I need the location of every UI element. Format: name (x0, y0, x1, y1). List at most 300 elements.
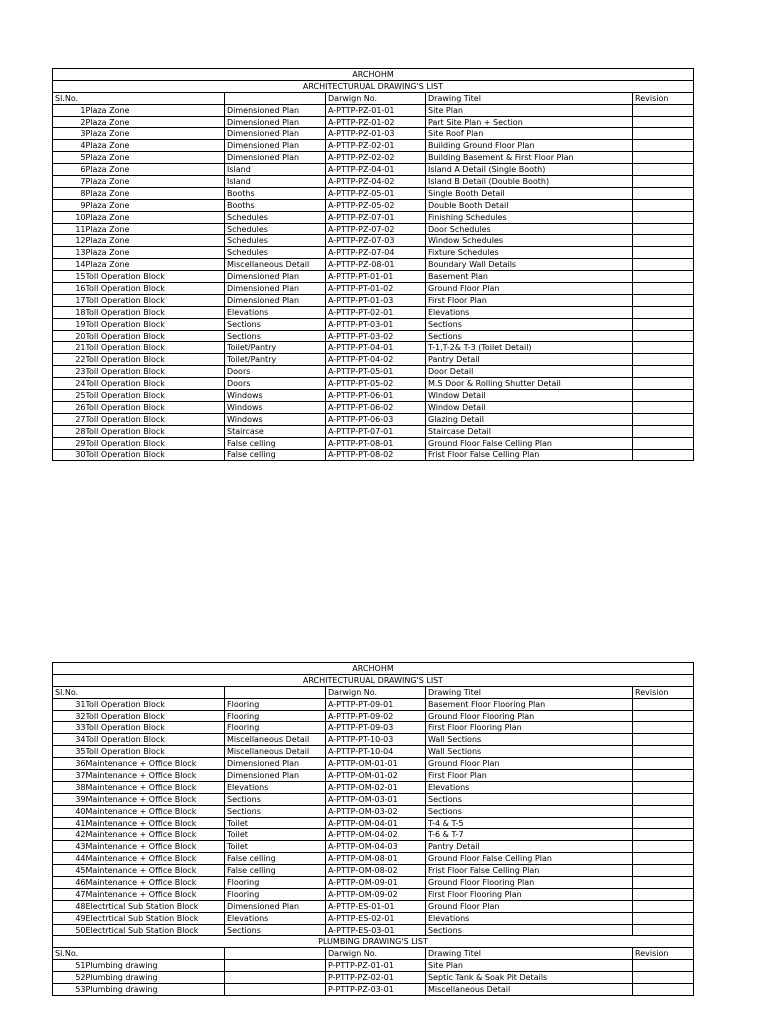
revision-cell (633, 912, 694, 924)
header-sl-no: Sl.No. (53, 92, 225, 104)
drawing-category: Toilet (225, 817, 326, 829)
table-row (53, 378, 694, 390)
drawing-title: Ground Floor False Celling Plan (426, 853, 633, 865)
revision-cell (633, 710, 694, 722)
drawing-title: Boundary Wall Details (426, 259, 633, 271)
drawing-category: Doors (225, 378, 326, 390)
block-name: Plaza Zone (86, 223, 225, 235)
revision-cell (633, 984, 694, 996)
row-number: 34 (53, 734, 86, 746)
drawing-category: Schedules (225, 247, 326, 259)
row-number: 24 (53, 378, 86, 390)
drawing-number: A-PTTP-PZ-07-03 (326, 235, 426, 247)
drawing-category: Toilet/Pantry (225, 342, 326, 354)
block-name: Maintenance + Office Block (86, 888, 225, 900)
drawing-title: Finishing Schedules (426, 211, 633, 223)
row-number: 2 (53, 116, 86, 128)
drawing-category: Elevations (225, 781, 326, 793)
header-revision: Revision (633, 948, 694, 960)
table-row (53, 781, 694, 793)
table-row (53, 104, 694, 116)
list-title-row (53, 674, 694, 686)
drawing-list-table (52, 68, 694, 461)
table-row (53, 140, 694, 152)
header-drawing-no: Darwign No. (326, 686, 426, 698)
drawing-category: Dimensioned Plan (225, 294, 326, 306)
drawing-number: A-PTTP-PT-09-02 (326, 710, 426, 722)
block-name: Toll Operation Block (86, 401, 225, 413)
row-number: 31 (53, 698, 86, 710)
revision-cell (633, 401, 694, 413)
drawing-number: A-PTTP-OM-03-01 (326, 793, 426, 805)
table-row (53, 853, 694, 865)
table-row (53, 449, 694, 461)
drawing-category: Sections (225, 330, 326, 342)
drawing-title: Sections (426, 793, 633, 805)
drawing-number: A-PTTP-ES-03-01 (326, 924, 426, 936)
drawing-title: T-1,T-2& T-3 (Toilet Detail) (426, 342, 633, 354)
table-row (53, 401, 694, 413)
revision-cell (633, 235, 694, 247)
revision-cell (633, 877, 694, 889)
drawing-title: Frist Floor False Celling Plan (426, 449, 633, 461)
drawing-title: Ground Floor Plan (426, 283, 633, 295)
revision-cell (633, 805, 694, 817)
row-number: 9 (53, 199, 86, 211)
drawing-title: Glazing Detail (426, 413, 633, 425)
drawing-category: Dimensioned Plan (225, 116, 326, 128)
drawing-category: Sections (225, 318, 326, 330)
drawing-category: Windows (225, 401, 326, 413)
table-row (53, 187, 694, 199)
row-number: 7 (53, 176, 86, 188)
revision-cell (633, 781, 694, 793)
block-name: Toll Operation Block (86, 710, 225, 722)
table-row (53, 912, 694, 924)
header-row (53, 948, 694, 960)
drawing-title: Single Booth Detail (426, 187, 633, 199)
header-sl-no: Sl.No. (53, 948, 225, 960)
revision-cell (633, 972, 694, 984)
revision-cell (633, 164, 694, 176)
drawing-title: Building Ground Floor Plan (426, 140, 633, 152)
header-drawing-no: Darwign No. (326, 92, 426, 104)
drawing-title: First Floor Flooring Plan (426, 888, 633, 900)
row-number: 20 (53, 330, 86, 342)
row-number: 46 (53, 877, 86, 889)
drawing-number: A-PTTP-PZ-05-02 (326, 199, 426, 211)
row-number: 14 (53, 259, 86, 271)
drawing-number: A-PTTP-PT-05-01 (326, 366, 426, 378)
row-number: 38 (53, 781, 86, 793)
block-name: Plaza Zone (86, 235, 225, 247)
block-name: Maintenance + Office Block (86, 793, 225, 805)
block-name: Toll Operation Block (86, 283, 225, 295)
table-row (53, 152, 694, 164)
drawing-number: A-PTTP-PZ-01-03 (326, 128, 426, 140)
row-number: 40 (53, 805, 86, 817)
table-row (53, 972, 694, 984)
row-number: 35 (53, 746, 86, 758)
block-name: Toll Operation Block (86, 306, 225, 318)
row-number: 13 (53, 247, 86, 259)
row-number: 50 (53, 924, 86, 936)
drawing-number: A-PTTP-PT-04-02 (326, 354, 426, 366)
drawing-category: Flooring (225, 888, 326, 900)
drawing-title: Frist Floor False Celling Plan (426, 865, 633, 877)
revision-cell (633, 437, 694, 449)
table-row (53, 722, 694, 734)
drawing-number: A-PTTP-PZ-07-02 (326, 223, 426, 235)
drawing-title: Wall Sections (426, 734, 633, 746)
table-row (53, 342, 694, 354)
row-number: 45 (53, 865, 86, 877)
block-name: Plaza Zone (86, 259, 225, 271)
revision-cell (633, 330, 694, 342)
revision-cell (633, 223, 694, 235)
drawing-category: Dimensioned Plan (225, 900, 326, 912)
revision-cell (633, 140, 694, 152)
row-number: 8 (53, 187, 86, 199)
drawing-category (225, 984, 326, 996)
table-row (53, 116, 694, 128)
drawing-number: A-PTTP-PT-06-01 (326, 390, 426, 402)
drawing-number: A-PTTP-PZ-07-04 (326, 247, 426, 259)
table-row (53, 425, 694, 437)
drawing-number: A-PTTP-OM-09-01 (326, 877, 426, 889)
drawing-number: A-PTTP-OM-01-02 (326, 770, 426, 782)
revision-cell (633, 746, 694, 758)
row-number: 5 (53, 152, 86, 164)
revision-cell (633, 924, 694, 936)
row-number: 25 (53, 390, 86, 402)
drawing-category: Dimensioned Plan (225, 104, 326, 116)
table-row (53, 805, 694, 817)
block-name: Toll Operation Block (86, 366, 225, 378)
table-row (53, 841, 694, 853)
drawing-title: Site Roof Plan (426, 128, 633, 140)
drawing-title: Pantry Detail (426, 841, 633, 853)
revision-cell (633, 247, 694, 259)
row-number: 6 (53, 164, 86, 176)
drawing-number: A-PTTP-PZ-01-02 (326, 116, 426, 128)
drawing-title: Sections (426, 330, 633, 342)
revision-cell (633, 199, 694, 211)
table-row (53, 413, 694, 425)
table-row (53, 960, 694, 972)
table-row (53, 829, 694, 841)
row-number: 1 (53, 104, 86, 116)
table-row (53, 888, 694, 900)
drawing-number: A-PTTP-PT-03-02 (326, 330, 426, 342)
block-name: Plumbing drawing (86, 972, 225, 984)
drawing-category: Elevations (225, 306, 326, 318)
drawing-title: First Floor Plan (426, 294, 633, 306)
revision-cell (633, 758, 694, 770)
drawing-title: Pantry Detail (426, 354, 633, 366)
block-name: Toll Operation Block (86, 378, 225, 390)
table-row (53, 984, 694, 996)
drawing-category: Toilet/Pantry (225, 354, 326, 366)
table-row (53, 710, 694, 722)
table-row (53, 259, 694, 271)
drawing-number: A-PTTP-OM-01-01 (326, 758, 426, 770)
drawing-title: Staircase Detail (426, 425, 633, 437)
drawing-number: P-PTTP-PZ-03-01 (326, 984, 426, 996)
drawing-category: Miscellaneous Detail (225, 746, 326, 758)
header-revision: Revision (633, 92, 694, 104)
drawing-category: Schedules (225, 235, 326, 247)
drawing-number: A-PTTP-PT-01-02 (326, 283, 426, 295)
block-name: Plaza Zone (86, 116, 225, 128)
revision-cell (633, 354, 694, 366)
drawing-category: Doors (225, 366, 326, 378)
drawing-number: A-PTTP-OM-08-01 (326, 853, 426, 865)
table-row (53, 164, 694, 176)
drawing-category: Windows (225, 390, 326, 402)
company-name: ARCHOHM (53, 663, 694, 675)
drawing-category: Toilet (225, 829, 326, 841)
table-row (53, 247, 694, 259)
drawing-title: First Floor Flooring Plan (426, 722, 633, 734)
drawing-category: Windows (225, 413, 326, 425)
drawing-category (225, 960, 326, 972)
drawing-category: Flooring (225, 698, 326, 710)
block-name: Electrtical Sub Station Block (86, 912, 225, 924)
block-name: Toll Operation Block (86, 354, 225, 366)
company-row (53, 663, 694, 675)
table-row (53, 758, 694, 770)
header-drawing-title: Drawing Titel (426, 92, 633, 104)
drawing-category: Dimensioned Plan (225, 770, 326, 782)
drawing-category: Sections (225, 793, 326, 805)
drawing-number: A-PTTP-PT-08-02 (326, 449, 426, 461)
drawing-title: Fixture Schedules (426, 247, 633, 259)
drawing-category: Dimensioned Plan (225, 283, 326, 295)
drawing-title: T-4 & T-5 (426, 817, 633, 829)
block-name: Plaza Zone (86, 187, 225, 199)
drawing-number: A-PTTP-PT-10-03 (326, 734, 426, 746)
block-name: Plaza Zone (86, 140, 225, 152)
table-row (53, 770, 694, 782)
plumbing-title-row (53, 936, 694, 948)
header-sl-no: Sl.No. (53, 686, 225, 698)
revision-cell (633, 413, 694, 425)
table-row (53, 211, 694, 223)
table-row (53, 318, 694, 330)
row-number: 12 (53, 235, 86, 247)
drawing-number: A-PTTP-PT-07-01 (326, 425, 426, 437)
row-number: 41 (53, 817, 86, 829)
header-drawing-no: Darwign No. (326, 948, 426, 960)
header-revision: Revision (633, 686, 694, 698)
block-name: Maintenance + Office Block (86, 805, 225, 817)
block-name: Plaza Zone (86, 211, 225, 223)
revision-cell (633, 865, 694, 877)
drawing-number: A-PTTP-PT-03-01 (326, 318, 426, 330)
list-title-row (53, 80, 694, 92)
header-row (53, 92, 694, 104)
row-number: 26 (53, 401, 86, 413)
drawing-title: Basement Plan (426, 271, 633, 283)
row-number: 29 (53, 437, 86, 449)
revision-cell (633, 853, 694, 865)
drawing-category: Booths (225, 187, 326, 199)
table-row (53, 330, 694, 342)
table-row (53, 924, 694, 936)
revision-cell (633, 318, 694, 330)
revision-cell (633, 187, 694, 199)
drawing-number: A-PTTP-PT-09-03 (326, 722, 426, 734)
block-name: Maintenance + Office Block (86, 841, 225, 853)
drawing-title: Site Plan (426, 960, 633, 972)
drawing-title: T-6 & T-7 (426, 829, 633, 841)
drawing-category: Schedules (225, 223, 326, 235)
block-name: Maintenance + Office Block (86, 758, 225, 770)
drawing-number: A-PTTP-ES-01-01 (326, 900, 426, 912)
header-drawing-title: Drawing Titel (426, 948, 633, 960)
drawing-number: A-PTTP-PT-06-02 (326, 401, 426, 413)
drawing-number: A-PTTP-PZ-01-01 (326, 104, 426, 116)
revision-cell (633, 176, 694, 188)
drawing-category: False celling (225, 853, 326, 865)
drawing-title: First Floor Plan (426, 770, 633, 782)
drawing-category: False celling (225, 437, 326, 449)
table-row (53, 390, 694, 402)
drawing-category: Miscellaneous Detail (225, 259, 326, 271)
drawing-category: Dimensioned Plan (225, 271, 326, 283)
header-type (225, 92, 326, 104)
row-number: 23 (53, 366, 86, 378)
revision-cell (633, 770, 694, 782)
drawing-category: Staircase (225, 425, 326, 437)
drawing-category: Elevations (225, 912, 326, 924)
drawing-number: A-PTTP-PZ-08-01 (326, 259, 426, 271)
revision-cell (633, 960, 694, 972)
drawing-number: A-PTTP-PZ-07-01 (326, 211, 426, 223)
drawing-category: Booths (225, 199, 326, 211)
block-name: Toll Operation Block (86, 318, 225, 330)
drawing-list-table (52, 662, 694, 996)
drawing-number: A-PTTP-PZ-05-01 (326, 187, 426, 199)
block-name: Maintenance + Office Block (86, 853, 225, 865)
drawing-number: A-PTTP-PZ-04-01 (326, 164, 426, 176)
drawing-category: False celling (225, 865, 326, 877)
row-number: 43 (53, 841, 86, 853)
block-name: Toll Operation Block (86, 722, 225, 734)
row-number: 21 (53, 342, 86, 354)
row-number: 4 (53, 140, 86, 152)
revision-cell (633, 259, 694, 271)
revision-cell (633, 841, 694, 853)
block-name: Electrtical Sub Station Block (86, 900, 225, 912)
row-number: 19 (53, 318, 86, 330)
block-name: Toll Operation Block (86, 271, 225, 283)
drawing-number: A-PTTP-PT-09-01 (326, 698, 426, 710)
block-name: Plaza Zone (86, 152, 225, 164)
drawing-category: Island (225, 164, 326, 176)
table-row (53, 793, 694, 805)
block-name: Toll Operation Block (86, 449, 225, 461)
drawing-title: Wall Sections (426, 746, 633, 758)
drawing-category: Island (225, 176, 326, 188)
drawing-number: P-PTTP-PZ-01-01 (326, 960, 426, 972)
row-number: 11 (53, 223, 86, 235)
revision-cell (633, 104, 694, 116)
block-name: Plaza Zone (86, 128, 225, 140)
drawing-category: False celling (225, 449, 326, 461)
drawing-title: Sections (426, 318, 633, 330)
block-name: Maintenance + Office Block (86, 781, 225, 793)
drawing-title: Ground Floor False Celling Plan (426, 437, 633, 449)
revision-cell (633, 283, 694, 295)
revision-cell (633, 734, 694, 746)
drawing-number: A-PTTP-PT-05-02 (326, 378, 426, 390)
drawing-title: Window Schedules (426, 235, 633, 247)
revision-cell (633, 271, 694, 283)
row-number: 53 (53, 984, 86, 996)
row-number: 10 (53, 211, 86, 223)
revision-cell (633, 793, 694, 805)
drawing-category: Toilet (225, 841, 326, 853)
drawing-title: Sections (426, 924, 633, 936)
block-name: Toll Operation Block (86, 342, 225, 354)
table-row (53, 223, 694, 235)
drawing-number: A-PTTP-PZ-02-02 (326, 152, 426, 164)
drawing-category: Flooring (225, 710, 326, 722)
revision-cell (633, 366, 694, 378)
drawing-title: Miscellaneous Detail (426, 984, 633, 996)
table-row (53, 865, 694, 877)
drawing-category: Dimensioned Plan (225, 152, 326, 164)
drawing-number: A-PTTP-PT-08-01 (326, 437, 426, 449)
drawing-title: Elevations (426, 912, 633, 924)
revision-cell (633, 306, 694, 318)
row-number: 18 (53, 306, 86, 318)
drawing-title: Ground Floor Plan (426, 900, 633, 912)
row-number: 30 (53, 449, 86, 461)
block-name: Plaza Zone (86, 176, 225, 188)
drawing-number: A-PTTP-PT-01-01 (326, 271, 426, 283)
table-row (53, 817, 694, 829)
block-name: Plaza Zone (86, 104, 225, 116)
list-title: ARCHITECTURUAL DRAWING'S LIST (53, 674, 694, 686)
row-number: 3 (53, 128, 86, 140)
row-number: 22 (53, 354, 86, 366)
drawing-title: Elevations (426, 306, 633, 318)
drawing-category: Schedules (225, 211, 326, 223)
drawing-title: Ground Floor Plan (426, 758, 633, 770)
table-row (53, 698, 694, 710)
drawing-category: Miscellaneous Detail (225, 734, 326, 746)
drawing-number: A-PTTP-OM-09-02 (326, 888, 426, 900)
drawing-title: M.S Door & Rolling Shutter Detail (426, 378, 633, 390)
revision-cell (633, 698, 694, 710)
revision-cell (633, 449, 694, 461)
revision-cell (633, 888, 694, 900)
drawing-category: Sections (225, 924, 326, 936)
revision-cell (633, 294, 694, 306)
table-row (53, 176, 694, 188)
block-name: Plaza Zone (86, 164, 225, 176)
revision-cell (633, 378, 694, 390)
drawing-number: A-PTTP-OM-04-01 (326, 817, 426, 829)
drawing-title: Window Detail (426, 390, 633, 402)
block-name: Plumbing drawing (86, 960, 225, 972)
header-type (225, 948, 326, 960)
block-name: Maintenance + Office Block (86, 817, 225, 829)
drawing-title: Door Detail (426, 366, 633, 378)
